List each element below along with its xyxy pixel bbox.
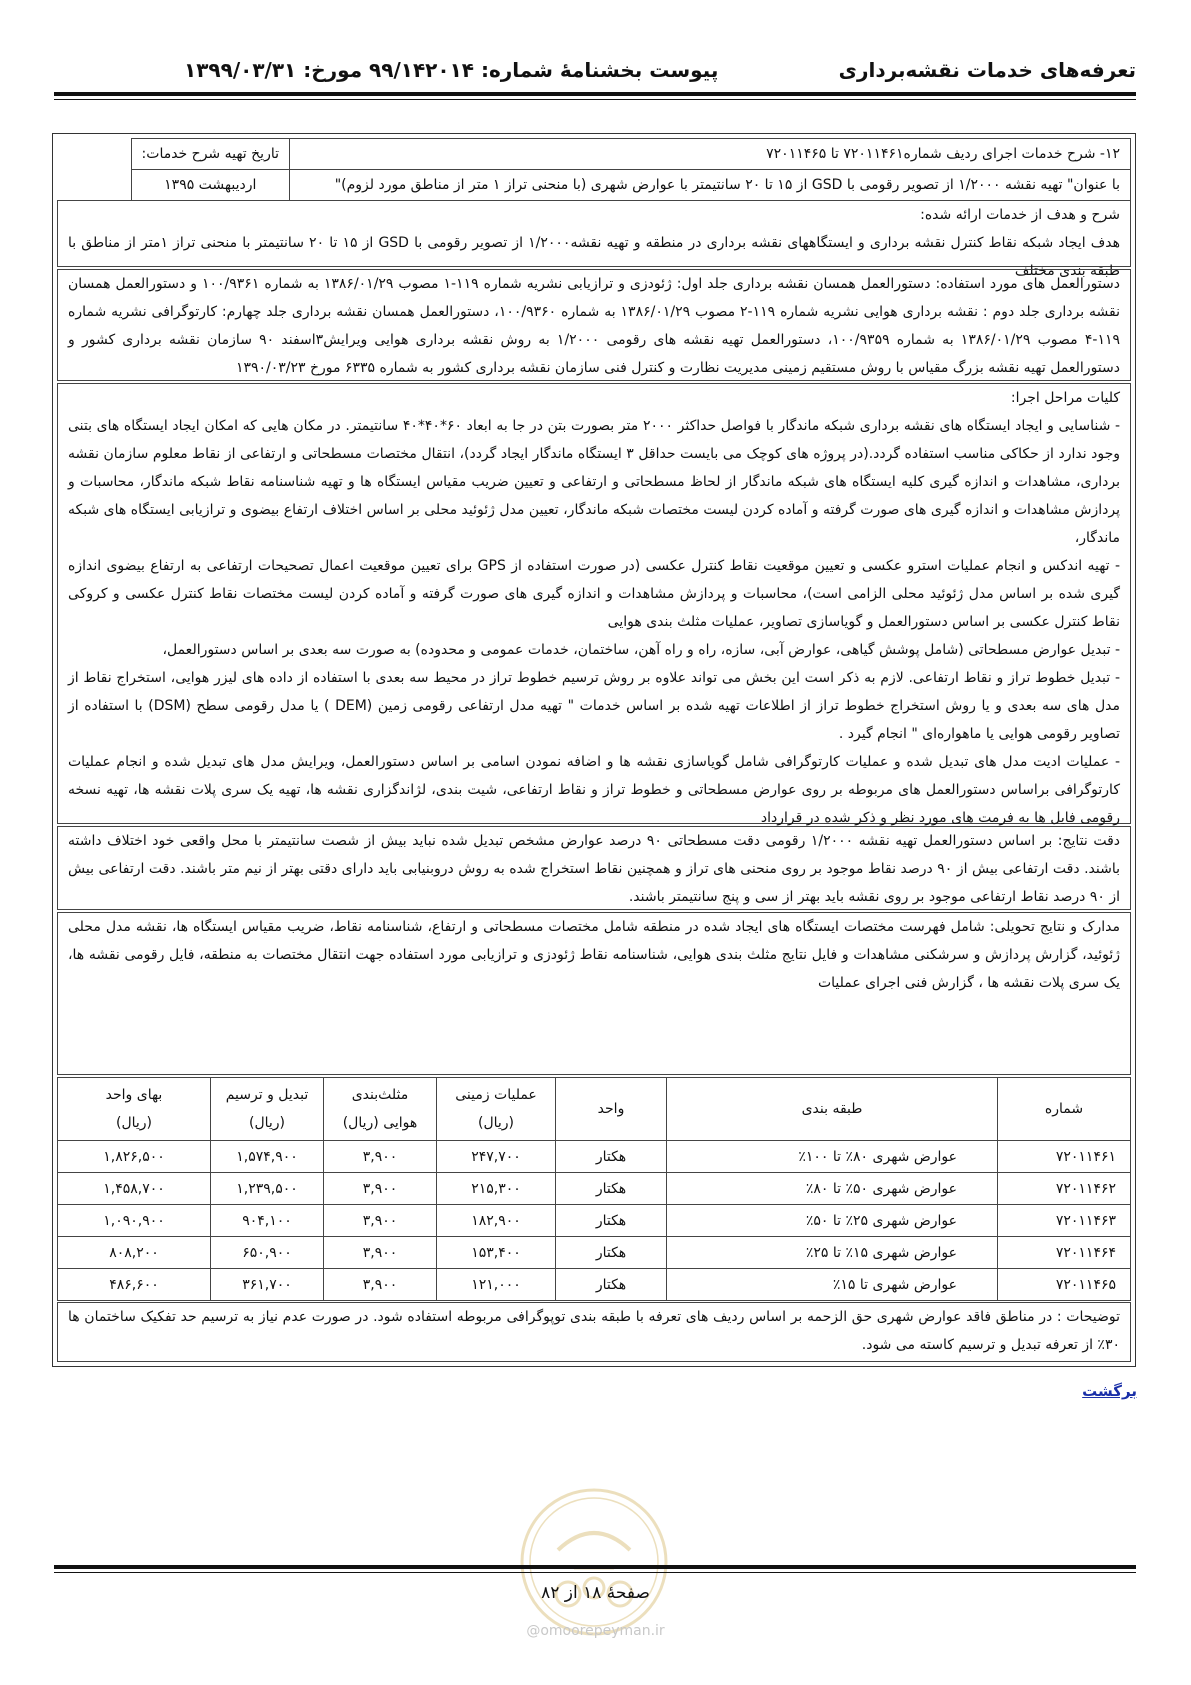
service-description-frame <box>52 133 1136 1367</box>
tariff-header-row <box>58 1078 1131 1141</box>
step-item: - تبدیل عوارض مسطحاتی (شامل پوشش گیاهی، عوارض آبی، سازه، راه و راه آهن، ساختمان، خدمات عمومی و محدوده) به صورت سه بعدی بر اساس دستورالعمل، <box>162 642 1120 658</box>
row-unit: هکتار <box>556 1141 667 1173</box>
page-header <box>54 58 1136 92</box>
row-code: ۷۲۰۱۱۴۶۳ <box>998 1205 1131 1237</box>
row-unit: هکتار <box>556 1237 667 1269</box>
document-title: تعرفه‌های خدمات نقشه‌برداری <box>838 58 1136 82</box>
row-code: ۷۲۰۱۱۴۶۲ <box>998 1173 1131 1205</box>
table-row <box>58 1237 1131 1269</box>
step-item: - عملیات ادیت مدل های تبدیل شده و عملیات کارتوگرافی شامل گویاسازی نقشه ها و اضافه نمودن اسامی بر اساس دستورالعمل، ویرایش مدل های تبدیل شده و انجام عملیات کارتوگرافی براساس دستورالعمل های مربوطه بر روی عوارض مسطحاتی و خطوط تراز و نقاط ارتفاعی، شیت بندی، لژاندگزاری نقشه ها، تهیه یک سری پلات نقشه ها، تهیه نسخه رقومی فایل ها به فرمت های مورد نظر و ذکر شده در قرارداد <box>68 754 1120 826</box>
row-ground-ops: ۱۲۱,۰۰۰ <box>437 1269 556 1301</box>
row-unit: هکتار <box>556 1269 667 1301</box>
row-ground-ops: ۲۴۷,۷۰۰ <box>437 1141 556 1173</box>
row-classification: عوارض شهری ۲۵٪ تا ۵۰٪ <box>667 1205 998 1237</box>
goal-text: هدف ایجاد شبکه نقاط کنترل نقشه برداری و ایستگاههای نقشه برداری در منطقه و تهیه نقشه۱/۲۰۰۰ از تصویر رقومی با GSD از ۱۵ تا ۲۰ سانتیمتر با منحنی تراز ۱متر از مناطق با طبقه بندی مختلف <box>68 235 1120 279</box>
row-aerotriangulation: ۳,۹۰۰ <box>324 1269 437 1301</box>
footer-rule-thick <box>54 1565 1136 1569</box>
row-unit: هکتار <box>556 1205 667 1237</box>
row-ground-ops: ۱۵۳,۴۰۰ <box>437 1237 556 1269</box>
service-title-table <box>131 138 1131 201</box>
service-date-value: اردیبهشت ۱۳۹۵ <box>131 170 289 201</box>
row-conversion: ۹۰۴,۱۰۰ <box>211 1205 324 1237</box>
col-ground-ops-label: عملیات زمینی <box>455 1087 537 1103</box>
row-code: ۷۲۰۱۱۴۶۴ <box>998 1237 1131 1269</box>
row-unit-price: ۱,۰۹۰,۹۰۰ <box>58 1205 211 1237</box>
col-aerotriangulation <box>324 1078 437 1141</box>
col-classification: طبقه بندی <box>667 1078 998 1141</box>
footer-rule-thin <box>54 1572 1136 1573</box>
table-row <box>58 1141 1131 1173</box>
header-rule-thick <box>54 92 1136 96</box>
row-unit: هکتار <box>556 1173 667 1205</box>
row-unit-price: ۱,۴۵۸,۷۰۰ <box>58 1173 211 1205</box>
col-aerotriangulation-unit: هوایی (ریال) <box>342 1115 418 1131</box>
service-date-label: تاریخ تهیه شرح خدمات: <box>131 139 289 170</box>
row-conversion: ۶۵۰,۹۰۰ <box>211 1237 324 1269</box>
tariff-table <box>57 1077 1131 1301</box>
goal-section <box>57 200 1131 279</box>
row-aerotriangulation: ۳,۹۰۰ <box>324 1237 437 1269</box>
row-classification: عوارض شهری ۱۵٪ تا ۲۵٪ <box>667 1237 998 1269</box>
seal-logo-icon <box>518 1486 670 1638</box>
col-code: شماره <box>998 1078 1131 1141</box>
instructions-text: دستورالعمل های مورد استفاده: دستورالعمل همسان نقشه برداری جلد اول: ژئودزی و ترازیابی نشریه شماره ۱۱۹-۱ مصوب ۱۳۸۶/۰۱/۲۹ به شماره ۱۰۰/۹۳۶۱ و دستورالعمل همسان نقشه برداری جلد دوم : نقشه برداری هوایی نشریه شماره ۱۱۹-۲ مصوب ۱۳۸۶/۰۱/۲۹ به شماره ۱۰۰/۹۳۶۰، دستورالعمل همسان نقشه برداری جلد چهارم: کارتوگرافی نشریه شماره ۱۱۹-۴ مصوب ۱۳۸۶/۰۱/۲۹ به شماره ۱۰۰/۹۳۵۹، دستورالعمل تهیه نقشه های رقومی ۱/۲۰۰۰ به روش نقشه برداری هوایی ویرایش۳اسفند ۹۰ سازمان نقشه برداری کشور و دستورالعمل تهیه نقشه بزرگ مقیاس با روش مستقیم زمینی مدیریت نظارت و کنترل فنی سازمان نقشه برداری کشور به شماره ۶۳۳۵ مورخ ۱۳۹۰/۰۳/۲۳ <box>68 276 1120 376</box>
row-classification: عوارض شهری ۸۰٪ تا ۱۰۰٪ <box>667 1141 998 1173</box>
col-unit-price-label: بهای واحد <box>105 1087 163 1103</box>
col-conversion-unit: (ریال) <box>248 1115 286 1131</box>
row-classification: عوارض شهری تا ۱۵٪ <box>667 1269 998 1301</box>
row-conversion: ۱,۵۷۴,۹۰۰ <box>211 1141 324 1173</box>
notes-text: توضیحات : در مناطق فاقد عوارض شهری حق الزحمه بر اساس ردیف های تعرفه با طبقه بندی توپوگرافی مربوطه استفاده شود. در صورت عدم نیاز به ترسیم حد تفکیک ساختمان ها ۳۰٪ از تعرفه تبدیل و ترسیم کاسته می شود. <box>68 1309 1120 1353</box>
back-link[interactable]: برگشت <box>1082 1382 1137 1400</box>
row-ground-ops: ۱۸۲,۹۰۰ <box>437 1205 556 1237</box>
col-ground-ops <box>437 1078 556 1141</box>
accuracy-section <box>57 826 1131 910</box>
row-aerotriangulation: ۳,۹۰۰ <box>324 1205 437 1237</box>
row-aerotriangulation: ۳,۹۰۰ <box>324 1141 437 1173</box>
row-code: ۷۲۰۱۱۴۶۵ <box>998 1269 1131 1301</box>
step-item: - تبدیل خطوط تراز و نقاط ارتفاعی. لازم به ذکر است این بخش می تواند علاوه بر روش ترسیم خطوط تراز در محیط سه بعدی با استفاده از داده های لیزر هوایی، استخراج نقاط از مدل های سه بعدی و یا روش استخراج خطوط تراز از اطلاعات تهیه شده بر اساس خدمات " تهیه مدل ارتفاعی رقومی زمین (DEM ) یا مدل رقومی سطح (DSM) با استفاده از تصاویر رقومی هوایی یا ماهواره‌ای " انجام گیرد . <box>68 670 1120 742</box>
col-unit: واحد <box>556 1078 667 1141</box>
row-unit-price: ۸۰۸,۲۰۰ <box>58 1237 211 1269</box>
goal-heading: شرح و هدف از خدمات ارائه شده: <box>920 207 1120 223</box>
col-aerotriangulation-label: مثلث‌بندی <box>351 1087 409 1103</box>
col-unit-price-unit: (ریال) <box>115 1115 153 1131</box>
col-conversion <box>211 1078 324 1141</box>
accuracy-text: دقت نتایج: بر اساس دستورالعمل تهیه نقشه ۱/۲۰۰۰ رقومی دقت مسطحاتی ۹۰ درصد عوارض مشخص تبدیل شده نباید بیش از شصت سانتیمتر با محل واقعی خود اختلاف داشته باشند. دقت ارتفاعی بیش از ۹۰ درصد نقاط موجود بر روی منحنی های تراز و همچنین نقاط استخراج شده به روش دروبنیابی باید دارای دقتی بهتر از نیم متر باشند. دقت ارتفاعی بیش از ۹۰ درصد نقاط ارتفاعی موجود بر روی نقشه باید بهتر از سی و پنج سانتیمتر باشند. <box>68 833 1120 905</box>
table-row <box>58 1205 1131 1237</box>
row-ground-ops: ۲۱۵,۳۰۰ <box>437 1173 556 1205</box>
table-row <box>58 1173 1131 1205</box>
row-unit-price: ۴۸۶,۶۰۰ <box>58 1269 211 1301</box>
row-conversion: ۳۶۱,۷۰۰ <box>211 1269 324 1301</box>
step-item: - تهیه اندکس و انجام عملیات استرو عکسی و تعیین موقعیت نقاط کنترل عکسی (در صورت استفاده از GPS برای تعیین موقعیت اعمال تصحیحات ارتفاعی به ارتفاع بیضوی اندازه گیری شده بر اساس مدل ژئوئید محلی الزامی است)، محاسبات و پردازش مشاهدات و اندازه گیری های صورت گرفته و آماده کردن لیست مختصات نقاط کنترل عکسی و کروکی نقاط کنترل عکسی بر اساس دستورالعمل و گویاسازی تصاویر، عملیات مثلث بندی هوایی <box>68 558 1120 630</box>
header-rule-thin <box>54 99 1136 100</box>
notes-section <box>57 1302 1131 1362</box>
row-code: ۷۲۰۱۱۴۶۱ <box>998 1141 1131 1173</box>
deliverables-text: مدارک و نتایج تحویلی: شامل فهرست مختصات ایستگاه های ایجاد شده در منطقه شامل مختصات مسطحاتی و ارتفاع، شناسنامه نقاط، ضریب مقیاس ایستگاه ها، نقشه مدل محلی ژئوئید، گزارش پردازش و سرشکنی مشاهدات و فایل نتایج مثلث بندی هوایی، شناسنامه نقاط ژئودزی و ترازیابی مورد استفاده جهت انتقال مختصات به منطقه، فایل رقومی نقشه ها، یک سری پلات نقشه ها ، گزارش فنی اجرای عملیات <box>68 919 1120 991</box>
service-row-subject: با عنوان" تهیه نقشه ۱/۲۰۰۰ از تصویر رقومی با GSD از ۱۵ تا ۲۰ سانتیمتر با عوارض شهری (با منحنی تراز ۱ متر از مناطق مورد لزوم)" <box>290 170 1131 201</box>
website-watermark: @omoorepeyman.ir <box>526 1623 665 1639</box>
steps-heading: کلیات مراحل اجرا: <box>1010 390 1120 406</box>
col-unit-price <box>58 1078 211 1141</box>
col-conversion-label: تبدیل و ترسیم <box>225 1087 309 1103</box>
deliverables-section <box>57 912 1131 1075</box>
row-classification: عوارض شهری ۵۰٪ تا ۸۰٪ <box>667 1173 998 1205</box>
row-aerotriangulation: ۳,۹۰۰ <box>324 1173 437 1205</box>
row-unit-price: ۱,۸۲۶,۵۰۰ <box>58 1141 211 1173</box>
steps-section <box>57 383 1131 824</box>
instructions-section <box>57 269 1131 381</box>
table-row <box>58 1269 1131 1301</box>
page-number: صفحهٔ ۱۸ از ۸۲ <box>541 1583 650 1603</box>
service-row-title: ۱۲- شرح خدمات اجرای ردیف شماره۷۲۰۱۱۴۶۱ تا ۷۲۰۱۱۴۶۵ <box>290 139 1131 170</box>
step-item: - شناسایی و ایجاد ایستگاه های نقشه برداری شبکه ماندگار با فواصل حداکثر ۲۰۰۰ متر بصورت بتن در جا به ابعاد ۶۰*۴۰*۴۰ سانتیمتر. در مکان هایی که امکان ایجاد ایستگاه های بتنی وجود ندارد از حکاکی مناسب استفاده گردد.(در پروژه های کوچک می بایست حداقل ۳ ایستگاه ماندگار ایجاد گردد)، انتقال مختصات مسطحاتی و ارتفاعی از نقاط معلوم سازمان نقشه برداری، مشاهدات و اندازه گیری کلیه ایستگاه های شبکه ماندگار از لحاظ مسطحاتی و ارتفاعی و تعیین ضریب مقیاس ایستگاه ها و تهیه شناسنامه نقاط شبکه ماندگار، محاسبات و پردازش مشاهدات و اندازه گیری های صورت گرفته و آماده کردن لیست مختصات شبکه ماندگار، تعیین مدل ژئوئید محلی بر اساس اختلاف ارتفاع بیضوی و ترازیابی ایستگاه های شبکه ماندگار، <box>68 418 1121 546</box>
col-ground-ops-unit: (ریال) <box>477 1115 515 1131</box>
circular-reference: پیوست بخشنامهٔ شماره: ۹۹/۱۴۲۰۱۴ مورخ: ۱۳۹۹/۰۳/۳۱ <box>184 58 719 82</box>
row-conversion: ۱,۲۳۹,۵۰۰ <box>211 1173 324 1205</box>
